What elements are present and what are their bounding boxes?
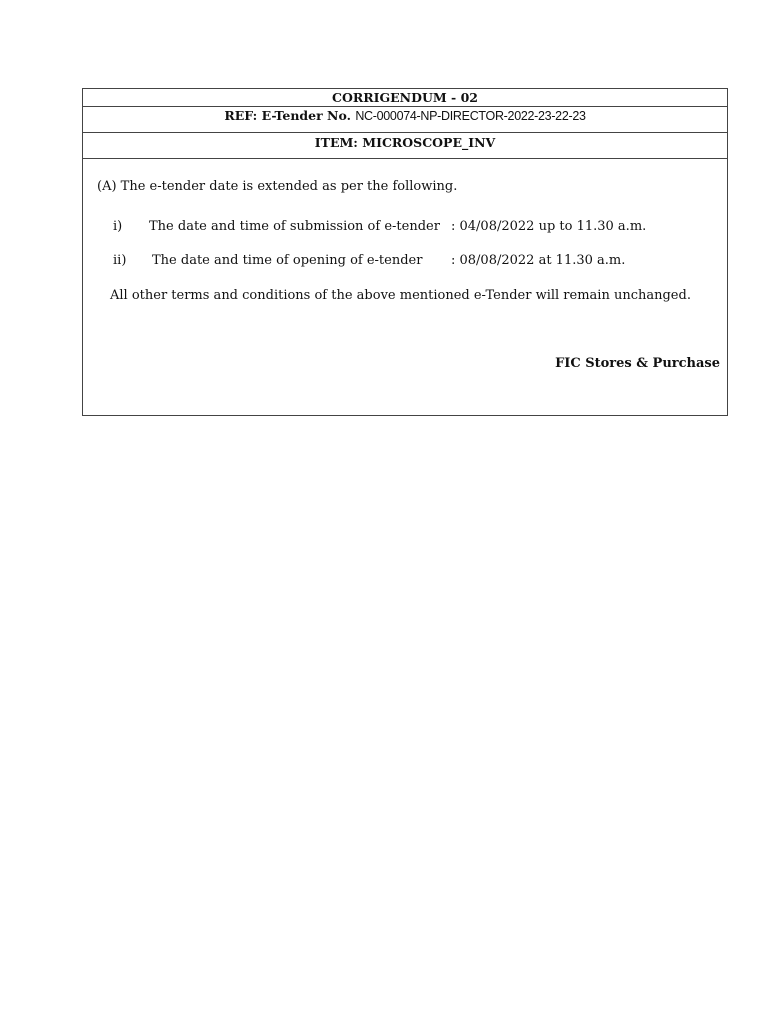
ref-label: REF: E-Tender No. xyxy=(224,108,351,123)
divider xyxy=(83,132,727,133)
item-line: ITEM: MICROSCOPE_INV xyxy=(314,135,496,150)
closing-text: All other terms and conditions of the above mentioned e-Tender will remain unchanged. xyxy=(110,288,691,303)
divider xyxy=(83,106,727,107)
intro-text: (A) The e-tender date is extended as per the following. xyxy=(97,179,458,194)
item-number: ii) xyxy=(113,253,127,268)
item-label: The date and time of opening of e-tender xyxy=(152,253,423,268)
divider xyxy=(83,158,727,159)
item-value: : 04/08/2022 up to 11.30 a.m. xyxy=(451,219,647,234)
ref-line xyxy=(83,108,727,123)
item-value: : 08/08/2022 at 11.30 a.m. xyxy=(451,253,626,268)
corrigendum-box xyxy=(82,88,728,416)
item-label: The date and time of submission of e-tender xyxy=(149,219,440,234)
corrigendum-title: CORRIGENDUM - 02 xyxy=(332,90,478,105)
signature: FIC Stores & Purchase xyxy=(555,356,720,371)
item-number: i) xyxy=(113,219,123,234)
ref-number: NC-000074-NP-DIRECTOR-2022-23-22-23 xyxy=(355,109,586,123)
